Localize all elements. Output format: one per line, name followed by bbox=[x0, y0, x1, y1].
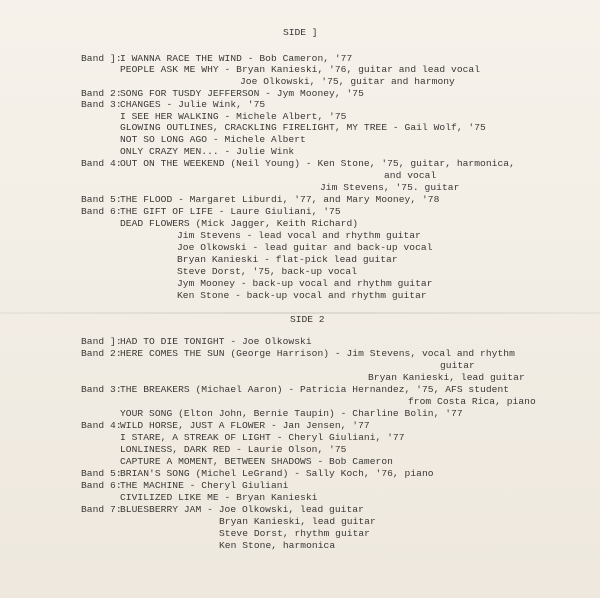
track-line: I WANNA RACE THE WIND - Bob Cameron, '77 bbox=[120, 53, 353, 64]
track-line: Steve Dorst, rhythm guitar bbox=[219, 528, 370, 539]
track-line: guitar bbox=[440, 360, 475, 371]
band-label: Band ]: bbox=[81, 336, 122, 347]
track-line: CIVILIZED LIKE ME - Bryan Kanieski bbox=[120, 492, 318, 503]
track-line: Steve Dorst, '75, back-up vocal bbox=[177, 266, 358, 277]
track-line: YOUR SONG (Elton John, Bernie Taupin) - Charline Bolin, '77 bbox=[120, 408, 463, 419]
track-line: and vocal bbox=[384, 170, 437, 181]
track-line: Joe Olkowski - lead guitar and back-up vocal bbox=[177, 242, 433, 253]
track-line: OUT ON THE WEEKEND (Neil Young) - Ken Stone, '75, guitar, harmonica, bbox=[120, 158, 515, 169]
track-line: HAD TO DIE TONIGHT - Joe Olkowski bbox=[120, 336, 312, 347]
track-line: Jim Stevens, '75. guitar bbox=[320, 182, 460, 193]
band-label: Band 2: bbox=[81, 348, 122, 359]
track-line: from Costa Rica, piano bbox=[408, 396, 536, 407]
track-line: Bryan Kanieski, lead guitar bbox=[219, 516, 376, 527]
track-line: BLUESBERRY JAM - Joe Olkowski, lead guitar bbox=[120, 504, 364, 515]
track-line: I SEE HER WALKING - Michele Albert, '75 bbox=[120, 111, 347, 122]
band-label: Band 5: bbox=[81, 194, 122, 205]
track-line: Ken Stone, harmonica bbox=[219, 540, 336, 551]
track-line: CAPTURE A MOMENT, BETWEEN SHADOWS - Bob Cameron bbox=[120, 456, 393, 467]
track-line: NOT SO LONG AGO - Michele Albert bbox=[120, 134, 306, 145]
band-label: Band 4: bbox=[81, 420, 122, 431]
band-label: Band 3: bbox=[81, 384, 122, 395]
track-line: CHANGES - Julie Wink, '75 bbox=[120, 99, 266, 110]
track-line: WILD HORSE, JUST A FLOWER - Jan Jensen, '77 bbox=[120, 420, 370, 431]
track-line: Jim Stevens - lead vocal and rhythm guitar bbox=[177, 230, 421, 241]
track-line: HERE COMES THE SUN (George Harrison) - Jim Stevens, vocal and rhythm bbox=[120, 348, 515, 359]
track-line: Jym Mooney - back-up vocal and rhythm guitar bbox=[177, 278, 433, 289]
track-line: ONLY CRAZY MEN... - Julie Wink bbox=[120, 146, 295, 157]
band-label: Band 6: bbox=[81, 206, 122, 217]
side-1-heading: SIDE ] bbox=[283, 27, 318, 38]
track-line: SONG FOR TUSDY JEFFERSON - Jym Mooney, '75 bbox=[120, 88, 364, 99]
track-line: THE BREAKERS (Michael Aaron) - Patricia Hernandez, '75, AFS student bbox=[120, 384, 510, 395]
band-label: Band ]: bbox=[81, 53, 122, 64]
track-line: THE GIFT OF LIFE - Laure Giuliani, '75 bbox=[120, 206, 341, 217]
track-line: Ken Stone - back-up vocal and rhythm guitar bbox=[177, 290, 427, 301]
track-line: THE MACHINE - Cheryl Giuliani bbox=[120, 480, 289, 491]
track-line: BRIAN'S SONG (Michel LeGrand) - Sally Koch, '76, piano bbox=[120, 468, 434, 479]
band-label: Band 6: bbox=[81, 480, 122, 491]
track-line: PEOPLE ASK ME WHY - Bryan Kanieski, '76, guitar and lead vocal bbox=[120, 64, 481, 75]
track-line: Bryan Kanieski - flat-pick lead guitar bbox=[177, 254, 398, 265]
band-label: Band 2: bbox=[81, 88, 122, 99]
track-line: GLOWING OUTLINES, CRACKLING FIRELIGHT, MY TREE - Gail Wolf, '75 bbox=[120, 122, 486, 133]
band-label: Band 5: bbox=[81, 468, 122, 479]
track-line: DEAD FLOWERS (Mick Jagger, Keith Richard) bbox=[120, 218, 359, 229]
side-2-heading: SIDE 2 bbox=[290, 314, 325, 325]
band-label: Band 3: bbox=[81, 99, 122, 110]
track-line: LONLINESS, DARK RED - Laurie Olson, '75 bbox=[120, 444, 347, 455]
track-line: THE FLOOD - Margaret Liburdi, '77, and Mary Mooney, '78 bbox=[120, 194, 440, 205]
track-line: I STARE, A STREAK OF LIGHT - Cheryl Giuliani, '77 bbox=[120, 432, 405, 443]
band-label: Band 7: bbox=[81, 504, 122, 515]
band-label: Band 4: bbox=[81, 158, 122, 169]
track-line: Bryan Kanieski, lead guitar bbox=[368, 372, 525, 383]
track-line: Joe Olkowski, '75, guitar and harmony bbox=[240, 76, 455, 87]
